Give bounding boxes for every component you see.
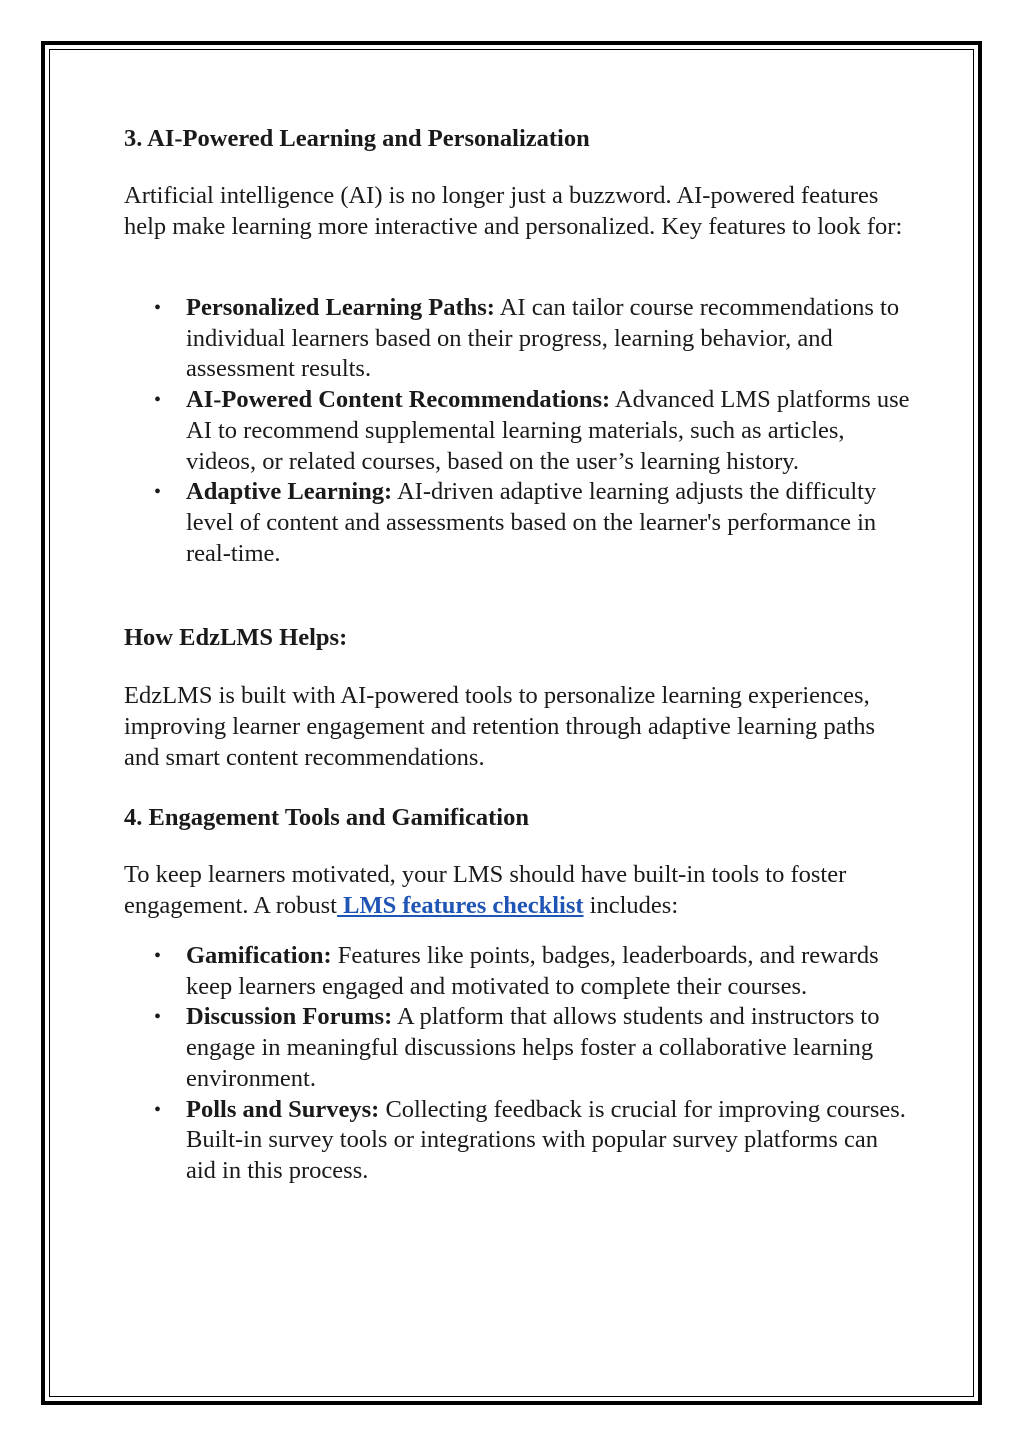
bullet-icon: • bbox=[154, 1098, 162, 1121]
edzlms-heading: How EdzLMS Helps: bbox=[124, 624, 348, 651]
item-title: Personalized Learning Paths: bbox=[186, 294, 495, 321]
item-title: Gamification: bbox=[186, 942, 332, 969]
list-item bbox=[124, 1095, 914, 1187]
list-item bbox=[124, 1002, 914, 1094]
section-4-intro bbox=[124, 859, 914, 921]
bullet-icon: • bbox=[154, 481, 162, 504]
section-4-feature-list bbox=[124, 941, 914, 1187]
item-text: AI can tailor course recommendations to individual learners based on their progress, learning behavior, and assessment results. bbox=[186, 294, 900, 383]
item-text: Collecting feedback is crucial for improving courses. Built-in survey tools or integrations with popular survey platforms can aid in this process. bbox=[186, 1095, 906, 1184]
list-item bbox=[124, 477, 914, 569]
item-title: AI-Powered Content Recommendations: bbox=[186, 386, 611, 414]
list-item bbox=[124, 941, 914, 1002]
section-4-intro-text: To keep learners motivated, your LMS should have built-in tools to foster engagement. A robust bbox=[124, 861, 847, 919]
section-3-intro: Artificial intelligence (AI) is no longer just a buzzword. AI-powered features help make learning more interactive and personalized. Key features to look for: bbox=[124, 182, 903, 240]
item-text: AI-driven adaptive learning adjusts the difficulty level of content and assessments based on the learner's performance in real-time. bbox=[186, 478, 877, 567]
bullet-icon: • bbox=[154, 945, 162, 967]
section-3-feature-list bbox=[124, 293, 914, 569]
bullet-icon: • bbox=[154, 297, 162, 319]
lms-features-checklist-link[interactable]: LMS features checklist bbox=[336, 892, 584, 919]
edzlms-text: EdzLMS is built with AI-powered tools to personalize learning experiences, improving learner engagement and retention through adaptive learning paths and smart content recommendations. bbox=[124, 682, 876, 771]
item-text: A platform that allows students and instructors to engage in meaningful discussions helps foster a collaborative learning environment. bbox=[186, 1003, 880, 1092]
item-text: Advanced LMS platforms use AI to recommend supplemental learning materials, such as articles, videos, or related courses, based on the user’s learning history. bbox=[186, 386, 910, 475]
section-4-heading: 4. Engagement Tools and Gamification bbox=[124, 804, 529, 831]
item-title: Adaptive Learning: bbox=[186, 478, 393, 506]
section-3-heading: 3. AI-Powered Learning and Personalization bbox=[124, 125, 590, 152]
item-title: Polls and Surveys: bbox=[186, 1095, 380, 1123]
list-item bbox=[124, 385, 914, 477]
item-text: Features like points, badges, leaderboards, and rewards keep learners engaged and motivated to complete their courses. bbox=[186, 942, 879, 1000]
list-item bbox=[124, 293, 914, 385]
bullet-icon: • bbox=[154, 1006, 162, 1029]
bullet-icon: • bbox=[154, 389, 162, 412]
section-4-intro-end: includes: bbox=[583, 892, 679, 919]
item-title: Discussion Forums: bbox=[186, 1003, 393, 1031]
